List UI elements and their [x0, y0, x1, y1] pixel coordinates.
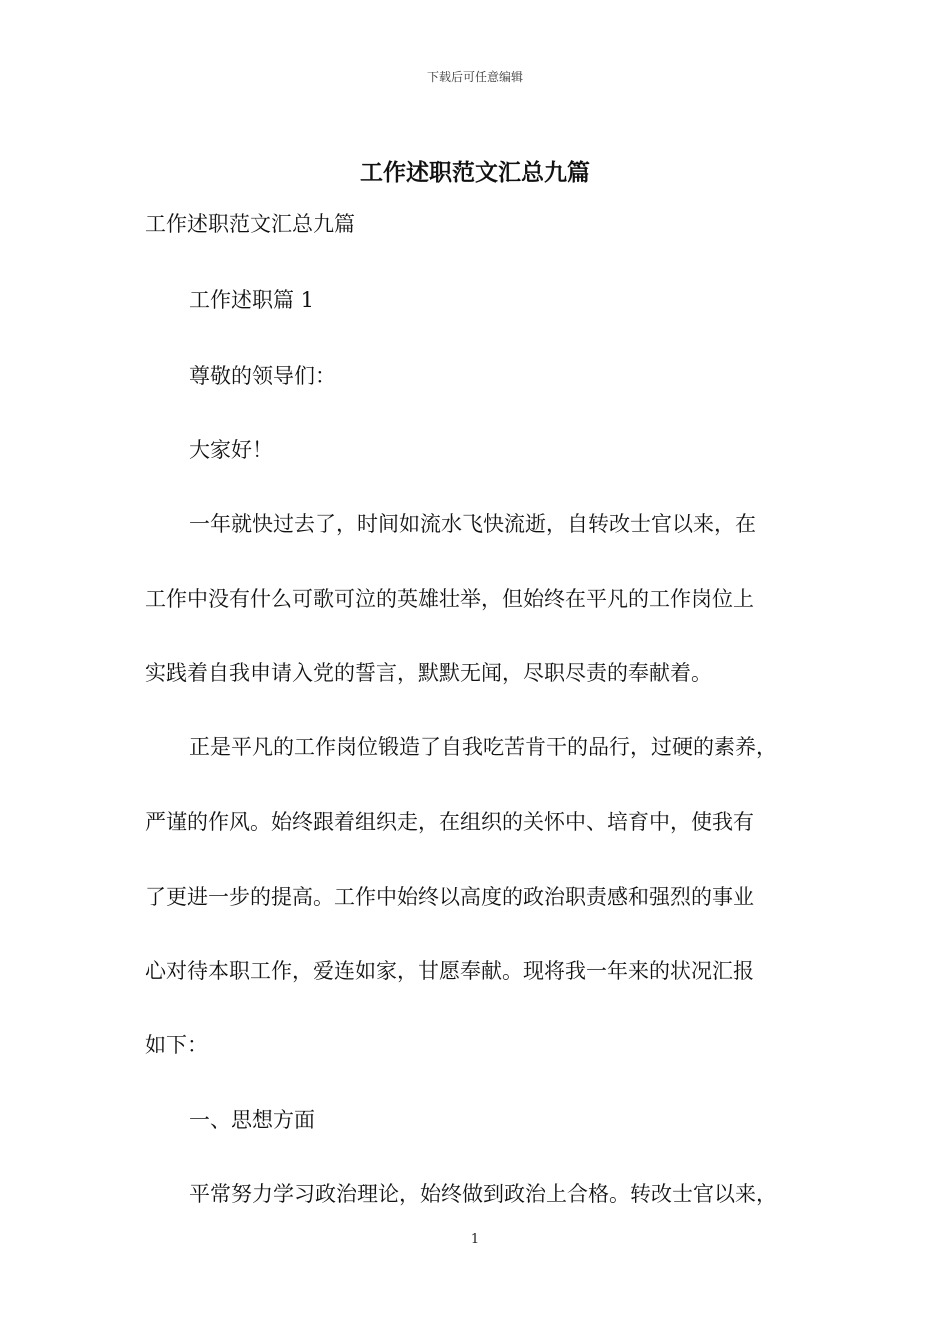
- section-heading: 工作述职篇 1: [189, 288, 315, 312]
- document-title: 工作述职范文汇总九篇: [360, 159, 590, 186]
- paragraph-line: 正是平凡的工作岗位锻造了自我吃苦肯干的品行，过硬的素养，: [189, 735, 777, 759]
- paragraph-line: 实践着自我申请入党的誓言，默默无闻，尽职尽责的奉献着。: [145, 661, 712, 685]
- header-note: 下载后可任意编辑: [426, 70, 523, 84]
- salutation: 尊敬的领导们：: [189, 364, 336, 388]
- paragraph-line: 了更进一步的提高。工作中始终以高度的政治职责感和强烈的事业: [145, 885, 754, 909]
- paragraph-line: 心对待本职工作，爱连如家，甘愿奉献。现将我一年来的状况汇报: [145, 959, 754, 983]
- page-number: 1: [470, 1232, 480, 1247]
- subtitle-line: 工作述职范文汇总九篇: [145, 212, 355, 236]
- greeting: 大家好！: [189, 438, 273, 462]
- paragraph-line: 一年就快过去了，时间如流水飞快流逝，自转改士官以来，在: [189, 512, 756, 536]
- paragraph-line: 平常努力学习政治理论，始终做到政治上合格。转改士官以来，: [189, 1182, 777, 1206]
- paragraph-line: 如下：: [145, 1033, 208, 1057]
- section-heading: 一、思想方面: [189, 1108, 315, 1132]
- paragraph-line: 严谨的作风。始终跟着组织走，在组织的关怀中、培育中，使我有: [145, 810, 754, 834]
- paragraph-line: 工作中没有什么可歌可泣的英雄壮举，但始终在平凡的工作岗位上: [145, 587, 754, 611]
